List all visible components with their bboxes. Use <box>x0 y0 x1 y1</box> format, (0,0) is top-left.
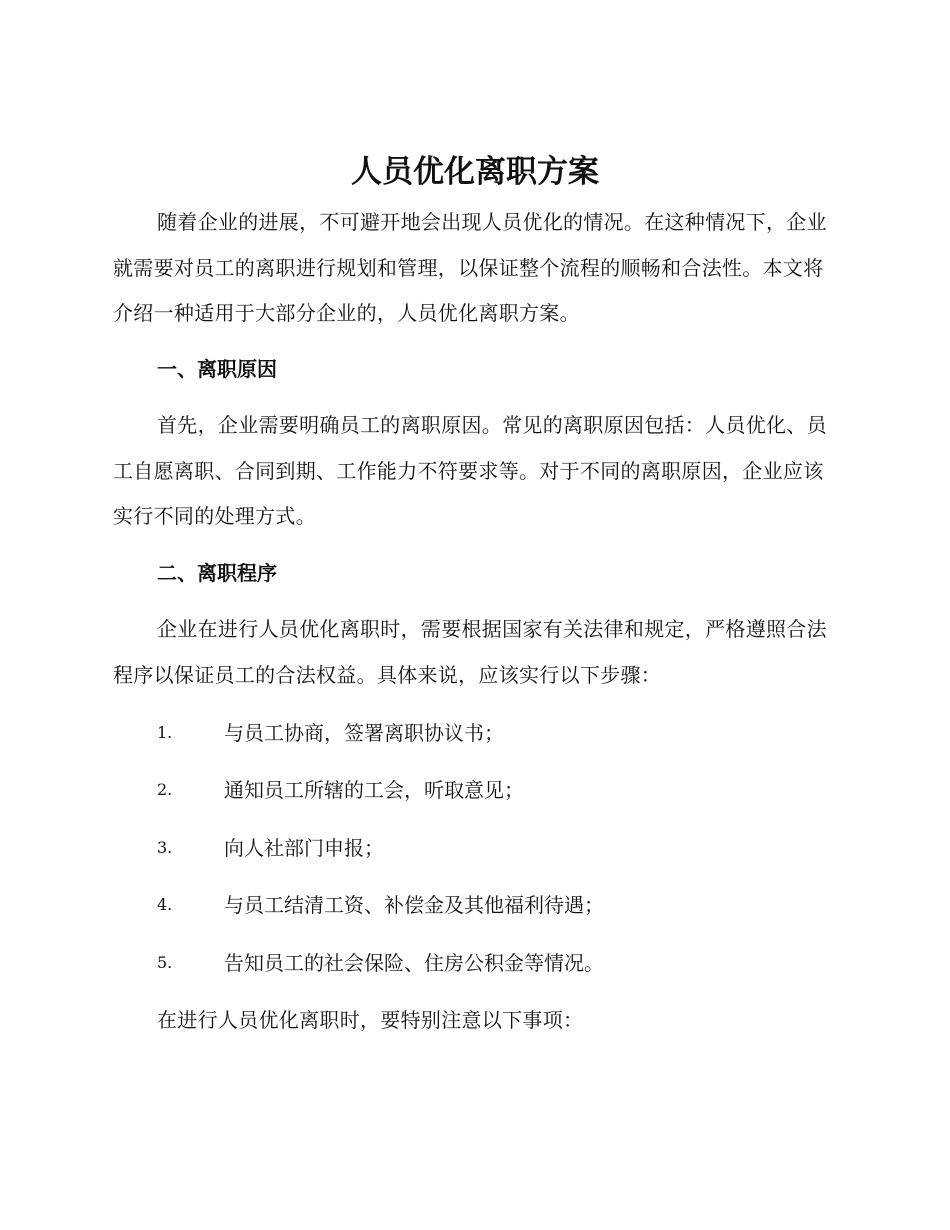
section-heading-reasons: 一、离职原因 <box>157 357 277 381</box>
list-item-text: 告知员工的社会保险、住房公积金等情况。 <box>224 951 604 975</box>
procedure-paragraph: 企业在进行人员优化离职时，需要根据国家有关法律和规定，严格遵照合法程序以保证员工的合法权益。具体来说，应该实行以下步骤： <box>113 617 827 687</box>
list-item <box>157 948 837 978</box>
page-title: 人员优化离职方案 <box>351 154 599 190</box>
list-item <box>157 775 837 805</box>
section-heading-procedure: 二、离职程序 <box>157 561 277 585</box>
list-item-number: 2. <box>157 780 173 799</box>
list-item-text: 向人社部门申报； <box>224 836 384 860</box>
list-item <box>157 718 837 748</box>
list-item <box>157 833 837 863</box>
list-item <box>157 890 837 920</box>
intro-paragraph: 随着企业的进展，不可避开地会出现人员优化的情况。在这种情况下，企业就需要对员工的离职进行规划和管理，以保证整个流程的顺畅和合法性。本文将介绍一种适用于大部分企业的，人员优化离职方案。 <box>113 210 827 325</box>
list-item-number: 3. <box>157 838 173 857</box>
list-item-number: 1. <box>157 723 173 742</box>
list-item-number: 4. <box>157 895 173 914</box>
list-item-text: 与员工结清工资、补偿金及其他福利待遇； <box>224 893 604 917</box>
list-item-text: 与员工协商，签署离职协议书； <box>224 721 504 745</box>
notice-paragraph: 在进行人员优化离职时，要特别注意以下事项： <box>157 1008 584 1032</box>
list-item-text: 通知员工所辖的工会，听取意见； <box>224 778 524 802</box>
reasons-paragraph: 首先，企业需要明确员工的离职原因。常见的离职原因包括：人员优化、员工自愿离职、合同到期、工作能力不符要求等。对于不同的离职原因，企业应该实行不同的处理方式。 <box>113 413 827 528</box>
list-item-number: 5. <box>157 953 173 972</box>
